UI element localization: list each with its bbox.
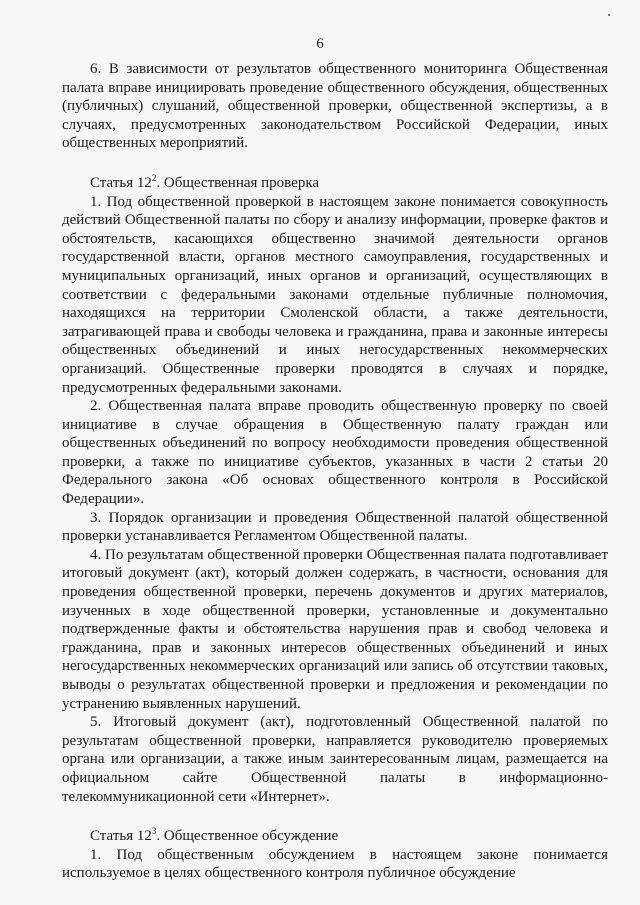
paragraph-item-6: 6. В зависимости от результатов общественного мониторинга Общественная палата вправе инициировать проведение общественного обсуждения, общественных (публичных) слушаний, общественной проверки, общественной экспертизы, а в случаях, предусмотренных законодательством Российской Федерации, иных общественных мероприятий. [62, 61, 608, 152]
scan-speck [608, 14, 610, 16]
article-12-2-heading [62, 174, 608, 193]
article-12-2-paragraph-5: 5. Итоговый документ (акт), подготовленный Общественной палатой по результатам общественной проверки, направляется руководителю проверяемых органа или организации, а также иным заинтересованным лицам, размещается на официальном сайте Общественной палаты в информационно-телекоммуникационной сети «Интернет». [62, 714, 608, 805]
article-12-3-heading-sup: 3 [151, 826, 157, 837]
article-12-2-heading-title: . Общественная проверка [156, 174, 320, 191]
document-body [62, 60, 608, 883]
article-12-2-paragraph-4: 4. По результатам общественной проверки Общественная палата подготавливает итоговый документ (акт), который должен содержать, в частности, основания для проведения общественной проверки, перечень документов и других материалов, изученных в ходе общественной проверки, установленные и документально подтвержденные факты и обстоятельства нарушения прав и свобод человека и гражданина, прав и законных интересов общественных объединений и иных негосударственных некоммерческих организаций или запись об отсутствии таковых, выводы о результатах общественной проверки и предложения и рекомендации по устранению выявленных нарушений. [62, 546, 608, 712]
article-12-2-paragraph-1: 1. Под общественной проверкой в настоящем законе понимается совокупность действий Общественной палаты по сбору и анализу информации, проверке фактов и обстоятельств, касающихся общественно значимой деятельности органов государственной власти, органов местного самоуправления, государственных и муниципальных организаций, иных органов и организаций, осуществляющих в соответствии с федеральными законами отдельные публичные полномочия, находящихся на территории Смоленской области, а также деятельности, затрагивающей права и свободы человека и гражданина, права и законные интересы общественных объединений и иных негосударственных некоммерческих организаций. Общественные проверки проводятся в случаях и порядке, предусмотренных федеральными законами. [62, 193, 608, 396]
page-number: 6 [316, 36, 324, 52]
article-12-3-heading-prefix: Статья 12 [90, 828, 152, 845]
article-12-2-heading-sup: 2 [151, 172, 157, 183]
article-12-3-heading-title: . Общественное обсуждение [156, 828, 339, 845]
article-12-2-heading-prefix: Статья 12 [90, 174, 152, 191]
article-12-3-paragraph-1: 1. Под общественным обсуждением в настоящем законе понимается используемое в целях общественного контроля публичное обсуждение [62, 846, 608, 882]
article-12-3-heading [62, 827, 608, 846]
article-12-2-paragraph-3: 3. Порядок организации и проведения Общественной палатой общественной проверки устанавливается Регламентом Общественной палаты. [62, 509, 608, 545]
article-12-2-paragraph-2: 2. Общественная палата вправе проводить общественную проверку по своей инициативе в случае обращения в Общественную палату граждан или общественных объединений по вопросу необходимости проведения общественной проверки, а также по инициативе субъектов, указанных в части 2 статьи 20 Федерального закона «Об основах общественного контроля в Российской Федерации». [62, 398, 608, 508]
